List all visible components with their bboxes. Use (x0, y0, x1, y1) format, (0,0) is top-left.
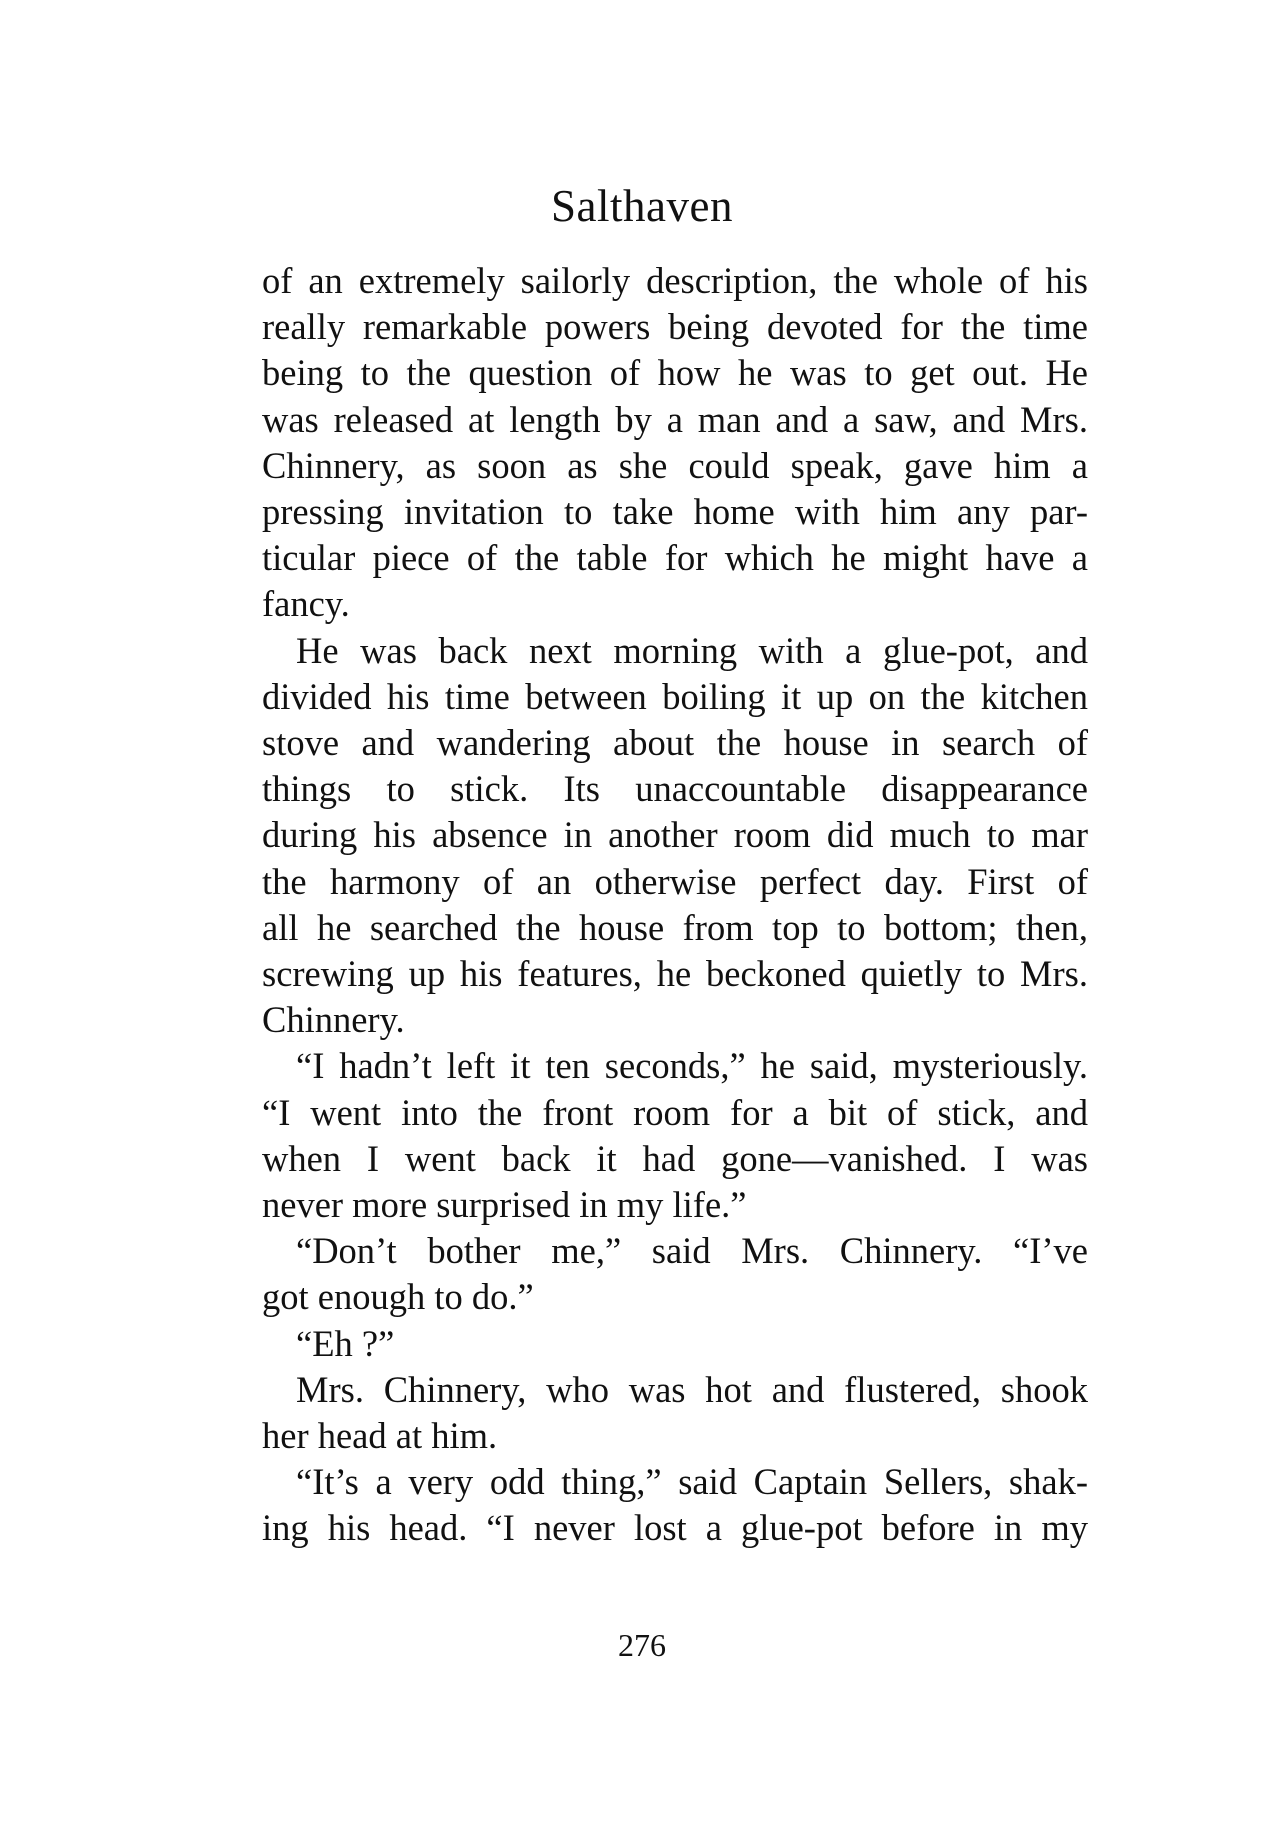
text-line: things to stick. Its unaccountable disappearance (262, 768, 1088, 810)
text-line: during his absence in another room did much to mar (262, 814, 1088, 856)
paragraph (262, 1043, 1088, 1228)
text-line: “It’s a very odd thing,” said Captain Sellers, shak- (296, 1461, 1088, 1503)
text-line: really remarkable powers being devoted for the time (262, 306, 1088, 348)
text-line: her head at him. (262, 1415, 498, 1457)
body-text (262, 258, 1088, 1552)
paragraph (262, 1321, 1088, 1367)
text-line: “Eh ?” (296, 1322, 395, 1364)
text-line: being to the question of how he was to get out. He (262, 352, 1088, 394)
text-line: got enough to do.” (262, 1276, 534, 1318)
text-line: screwing up his features, he beckoned quietly to Mrs. (262, 953, 1088, 995)
page-number: 276 (618, 1627, 666, 1663)
text-line: ing his head. “I never lost a glue-pot before in my (262, 1507, 1088, 1549)
paragraph (262, 1367, 1088, 1459)
paragraph (262, 1459, 1088, 1551)
text-line: ticular piece of the table for which he might have a (262, 537, 1088, 579)
text-line: was released at length by a man and a saw, and Mrs. (262, 398, 1088, 440)
text-line: pressing invitation to take home with him any par- (262, 491, 1088, 533)
paragraph (262, 258, 1088, 628)
text-line: Mrs. Chinnery, who was hot and flustered, shook (296, 1368, 1088, 1410)
paragraph (262, 1228, 1088, 1320)
text-line: Chinnery, as soon as she could speak, gave him a (262, 444, 1088, 486)
text-line: of an extremely sailorly description, the whole of his (262, 260, 1088, 301)
text-line: all he searched the house from top to bottom; then, (262, 906, 1088, 948)
text-line: divided his time between boiling it up on the kitchen (262, 675, 1088, 717)
text-line: fancy. (262, 583, 350, 625)
text-line: stove and wandering about the house in search of (262, 722, 1088, 764)
running-head: Salthaven (551, 181, 733, 231)
text-line: Chinnery. (262, 999, 405, 1041)
text-line: “Don’t bother me,” said Mrs. Chinnery. “I’ve (296, 1230, 1088, 1272)
text-line: when I went back it had gone—vanished. I was (262, 1137, 1088, 1179)
text-line: never more surprised in my life.” (262, 1184, 747, 1226)
text-line: the harmony of an otherwise perfect day. First of (262, 860, 1088, 902)
paragraph (262, 628, 1088, 1044)
text-line: “I went into the front room for a bit of stick, and (262, 1091, 1088, 1133)
text-line: He was back next morning with a glue-pot, and (296, 629, 1088, 671)
text-line: “I hadn’t left it ten seconds,” he said, mysteriously. (296, 1045, 1088, 1087)
